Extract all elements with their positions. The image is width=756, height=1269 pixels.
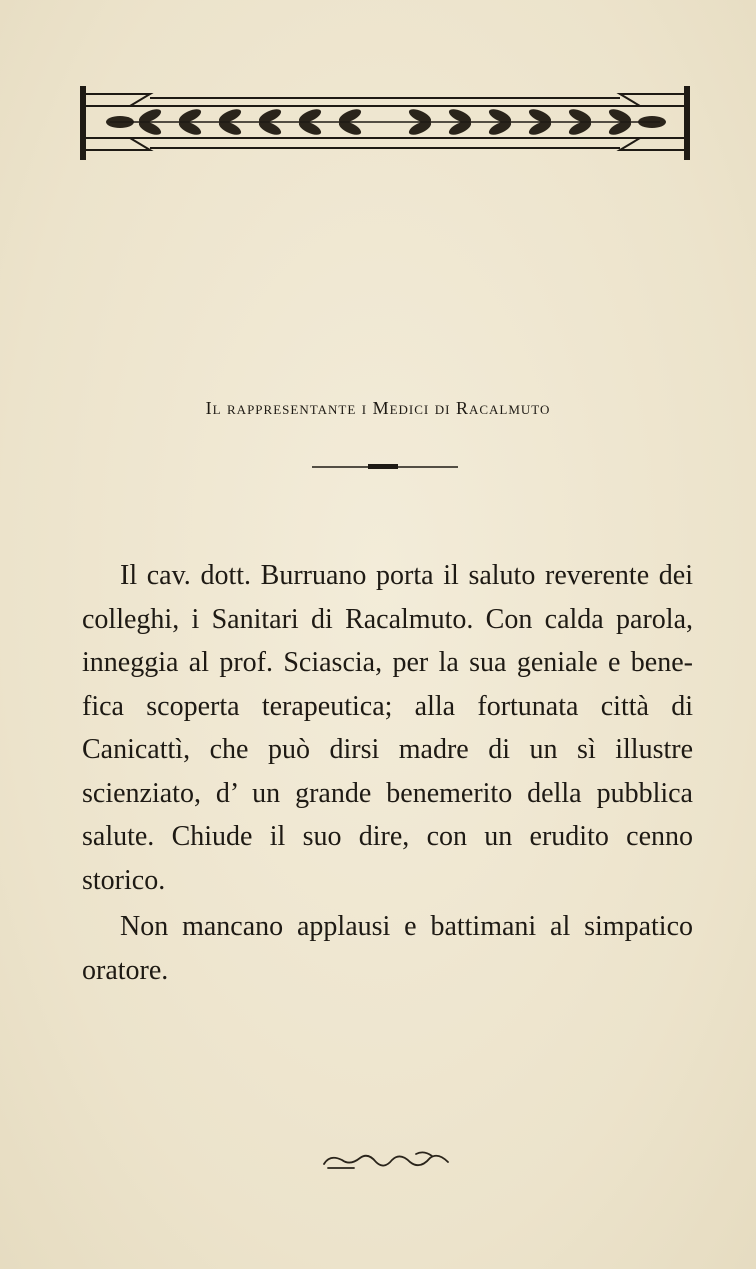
floral-band-ornament [80,84,690,164]
paragraph: Il cav. dott. Burruano porta il saluto reverente dei colleghi, i Sanitari di Racalmuto. Con calda parola, inneggia al prof. Sciascia, per la sua geniale e benefica scoperta terapeutica; alla fortunata città di Canicattì, che può dirsi madre di un sì illustre scienziato, d’ un grande benemerito della pubblica salute. Chiude il suo dire, con un erudito cenno storico. [82,560,693,896]
short-rule-ornament [312,460,458,472]
paragraph: Non mancano applausi e battimani al simpatico oratore. [82,911,693,986]
section-heading: Il rappresentante i Medici di Racalmuto [205,398,551,418]
flourish-tailpiece-ornament [320,1146,452,1176]
body-text [82,554,693,992]
